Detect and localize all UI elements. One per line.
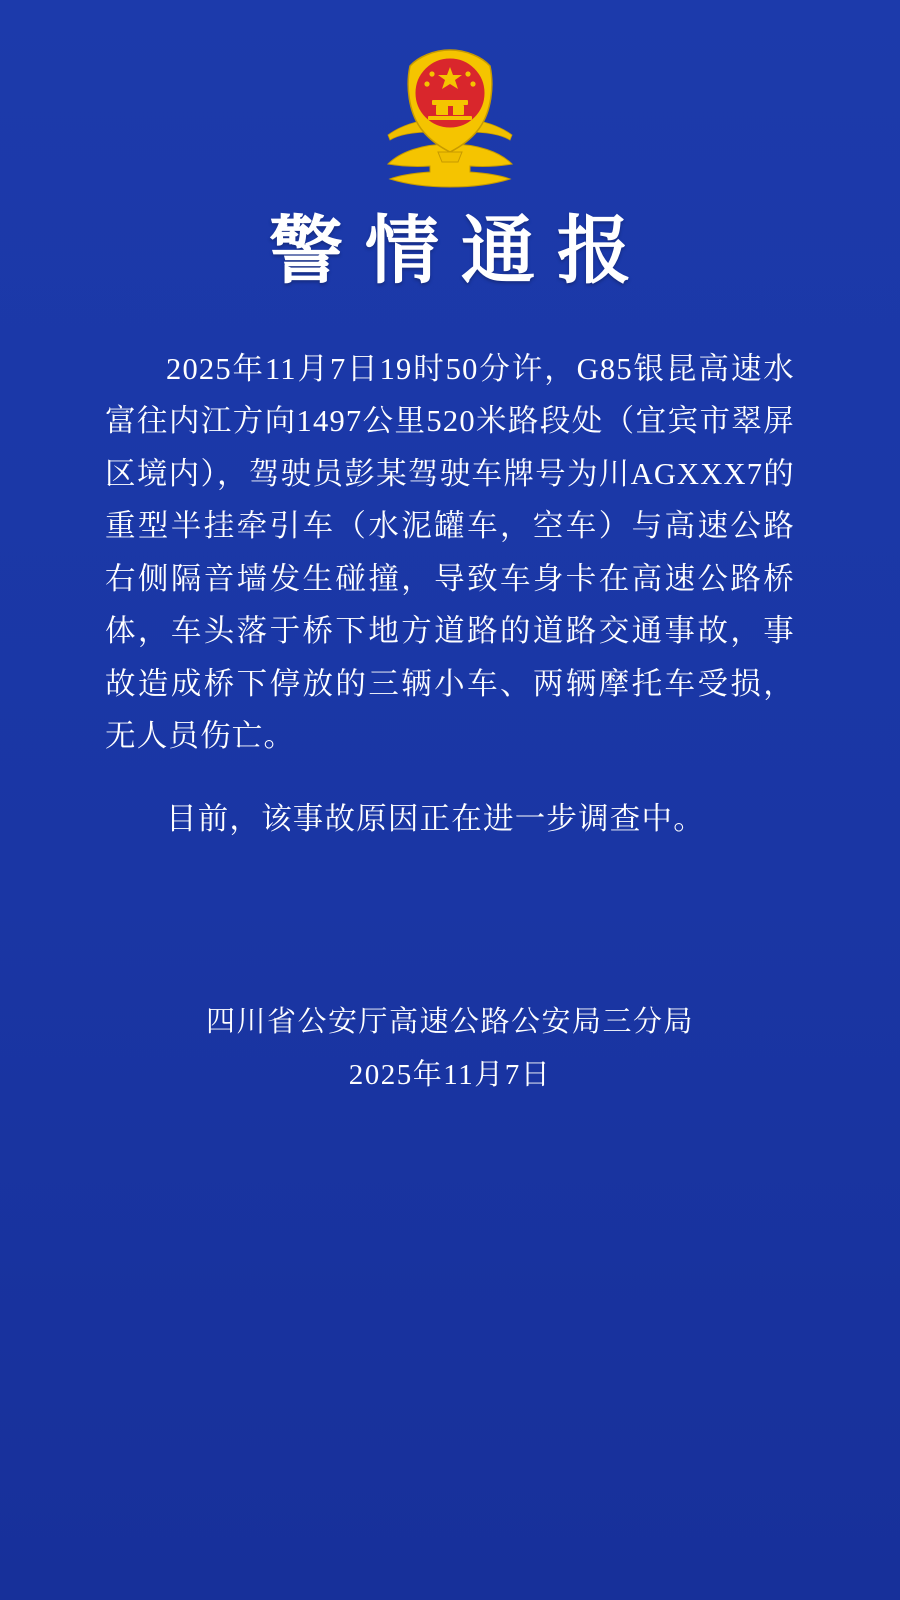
china-police-emblem-icon — [370, 40, 530, 190]
notice-paragraph-1: 2025年11月7日19时50分许，G85银昆高速水富往内江方向1497公里520米路段处（宜宾市翠屏区境内），驾驶员彭某驾驶车牌号为川AGXXX7的重型半挂牵引车（水泥罐车，空车）与高速公路右侧隔音墙发生碰撞，导致车身卡在高速公路桥体，车头落于桥下地方道路的道路交通事故，事故造成桥下停放的三辆小车、两辆摩托车受损，无人员伤亡。 — [105, 351, 795, 754]
notice-paragraph-2: 目前，该事故原因正在进一步调查中。 — [166, 802, 705, 837]
page-title: 警情通报 — [269, 211, 653, 293]
signature-issuer: 四川省公安厅高速公路公安局三分局 — [205, 1005, 694, 1038]
emblem-container — [0, 0, 900, 190]
signature-block — [0, 996, 900, 1103]
signature-date: 2025年11月7日 — [348, 1059, 552, 1092]
notice-body — [105, 343, 795, 846]
